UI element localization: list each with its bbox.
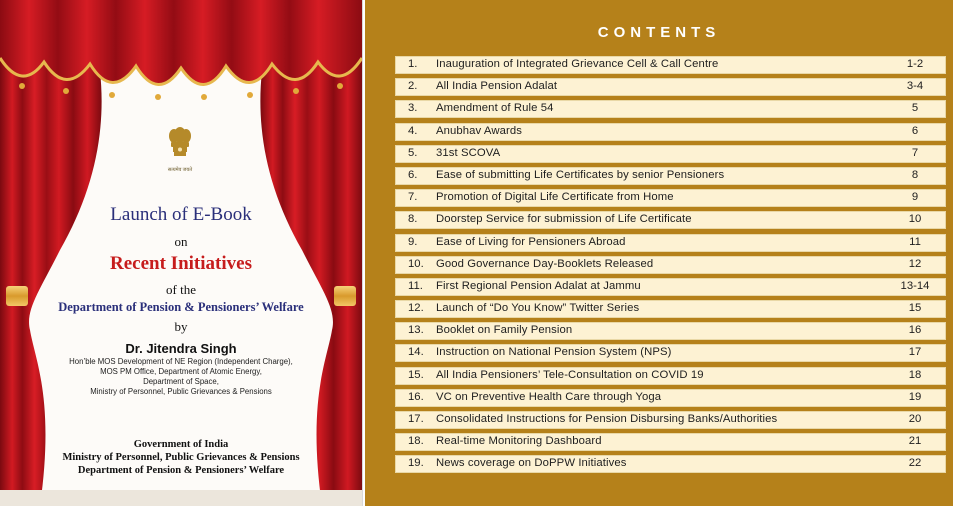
- toc-item-title: Good Governance Day-Booklets Released: [436, 257, 654, 270]
- toc-item-number: 18.: [408, 435, 424, 448]
- toc-item-number: 17.: [408, 413, 424, 425]
- toc-item[interactable]: [395, 234, 946, 252]
- toc-item[interactable]: [395, 145, 946, 163]
- ebook-author: Dr. Jitendra Singh: [125, 341, 237, 356]
- ebook-department: Department of Pension & Pensioners’ Welfare: [58, 300, 304, 314]
- toc-item-number: 8.: [408, 213, 418, 226]
- toc-item-pages: 19: [908, 390, 922, 403]
- toc-item[interactable]: [395, 433, 946, 451]
- toc-item-number: 5.: [408, 146, 418, 159]
- toc-item[interactable]: [395, 389, 946, 407]
- toc-item-pages: 21: [908, 435, 922, 448]
- toc-item-title: Amendment of Rule 54: [436, 102, 554, 115]
- ebook-title: Launch of E-Book: [110, 204, 252, 225]
- toc-item-number: 16.: [408, 390, 424, 403]
- ebook-by-text: by: [174, 319, 188, 334]
- toc-item-number: 10.: [408, 257, 424, 270]
- ebook-subtitle: Recent Initiatives: [110, 253, 252, 274]
- toc-item-number: 6.: [408, 168, 418, 181]
- toc-item-pages: 8: [911, 168, 919, 181]
- toc-item-pages: 12: [908, 257, 922, 270]
- ebook-cover: [0, 0, 363, 506]
- toc-item[interactable]: [395, 455, 946, 473]
- toc-item-title: Instruction on National Pension System (NPS): [436, 346, 672, 359]
- toc-item-pages: 5: [911, 102, 919, 115]
- author-role-line: MOS PM Office, Department of Atomic Energy,: [100, 367, 262, 376]
- toc-item-title: VC on Preventive Health Care through Yoga: [436, 390, 662, 403]
- ebook-of-the-text: of the: [166, 282, 196, 297]
- toc-item[interactable]: [395, 278, 946, 296]
- author-role-line: Department of Space,: [143, 377, 219, 386]
- toc-item-title: All India Pensioners’ Tele-Consultation on COVID 19: [436, 368, 704, 381]
- toc-item-pages: 9: [911, 191, 919, 204]
- toc-item[interactable]: [395, 56, 946, 74]
- toc-item-number: 9.: [408, 235, 418, 248]
- toc-item-number: 3.: [408, 102, 418, 115]
- toc-item-title: Ease of submitting Life Certificates by senior Pensioners: [436, 168, 725, 181]
- toc-item-title: Real-time Monitoring Dashboard: [436, 435, 602, 448]
- toc-item[interactable]: [395, 411, 946, 429]
- toc-item-pages: 13-14: [900, 279, 930, 292]
- author-role-line: Ministry of Personnel, Public Grievances & Pensions: [90, 387, 272, 396]
- contents-page: [365, 0, 953, 506]
- toc-item-title: Inauguration of Integrated Grievance Cell & Call Centre: [436, 58, 719, 70]
- toc-item-pages: 11: [909, 235, 921, 248]
- toc-item-title: Promotion of Digital Life Certificate from Home: [436, 191, 674, 204]
- toc-item[interactable]: [395, 123, 946, 141]
- toc-item-number: 12.: [408, 302, 424, 315]
- toc-item-title: Launch of “Do You Know” Twitter Series: [436, 302, 640, 315]
- toc-item[interactable]: [395, 322, 946, 340]
- ebook-on-text: on: [174, 234, 188, 249]
- toc-item-number: 11.: [408, 279, 423, 292]
- publisher-line: Government of India: [133, 439, 229, 450]
- toc-item-pages: 3-4: [906, 80, 924, 93]
- state-emblem-icon: [165, 126, 195, 166]
- toc-item-number: 15.: [408, 368, 424, 381]
- toc-item[interactable]: [395, 256, 946, 274]
- toc-item-title: Ease of Living for Pensioners Abroad: [436, 235, 626, 248]
- toc-item-number: 2.: [408, 80, 418, 93]
- toc-item[interactable]: [395, 167, 946, 185]
- toc-item-title: 31st SCOVA: [436, 146, 501, 159]
- toc-item[interactable]: [395, 367, 946, 385]
- toc-item[interactable]: [395, 78, 946, 96]
- toc-item-pages: 10: [908, 213, 922, 226]
- publisher-line: Department of Pension & Pensioners’ Welfare: [77, 465, 285, 476]
- toc-item-pages: 1-2: [906, 58, 924, 70]
- author-role-line: Hon’ble MOS Development of NE Region (Independent Charge),: [69, 357, 293, 366]
- toc-item-pages: 17: [908, 346, 922, 359]
- toc-item-pages: 16: [908, 324, 922, 337]
- toc-item[interactable]: [395, 300, 946, 318]
- toc-item[interactable]: [395, 100, 946, 118]
- toc-item-number: 4.: [408, 124, 418, 137]
- toc-item-title: Doorstep Service for submission of Life Certificate: [436, 213, 692, 226]
- toc-item-title: Consolidated Instructions for Pension Disbursing Banks/Authorities: [436, 413, 778, 425]
- contents-list: [395, 56, 946, 478]
- toc-item-title: First Regional Pension Adalat at Jammu: [436, 279, 641, 292]
- toc-item-number: 14.: [408, 346, 424, 359]
- toc-item-title: Anubhav Awards: [436, 124, 522, 137]
- toc-item-number: 1.: [408, 58, 418, 70]
- toc-item[interactable]: [395, 211, 946, 229]
- publisher-line: Ministry of Personnel, Public Grievances & Pensions: [62, 452, 300, 463]
- toc-item-title: Booklet on Family Pension: [436, 324, 573, 337]
- toc-item-pages: 7: [911, 146, 919, 159]
- toc-item-number: 19.: [408, 457, 424, 470]
- toc-item[interactable]: [395, 189, 946, 207]
- toc-item-title: News coverage on DoPPW Initiatives: [436, 457, 627, 470]
- toc-item-number: 13.: [408, 324, 424, 337]
- toc-item-number: 7.: [408, 191, 418, 204]
- toc-item-pages: 6: [911, 124, 919, 137]
- contents-heading: CONTENTS: [597, 24, 721, 41]
- toc-item[interactable]: [395, 344, 946, 362]
- toc-item-title: All India Pension Adalat: [436, 80, 558, 93]
- toc-item-pages: 15: [908, 302, 922, 315]
- toc-item-pages: 22: [908, 457, 922, 470]
- toc-item-pages: 20: [908, 413, 922, 425]
- toc-item-pages: 18: [908, 368, 922, 381]
- emblem-motto: सत्यमेव जयते: [167, 168, 193, 173]
